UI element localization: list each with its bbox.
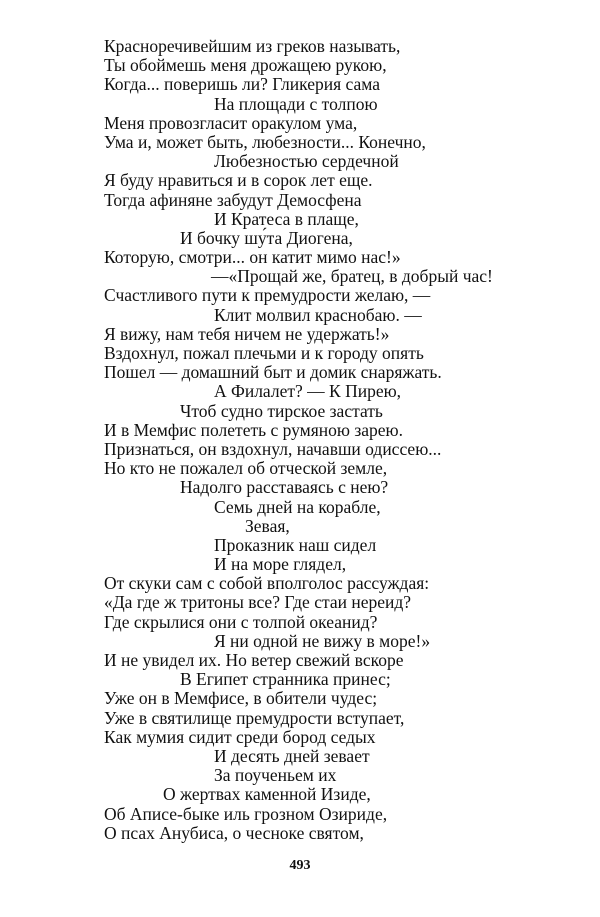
poem-line: Тогда афиняне забудут Демосфена	[104, 189, 362, 210]
poem-line: О жертвах каменной Изиде,	[163, 784, 371, 805]
poem-line: Надолго расставаясь с нею?	[180, 477, 389, 498]
poem-line: Я вижу, нам тебя ничем не удержать!»	[104, 323, 390, 344]
poem-line: Об Аписе-быке иль грозном Озириде,	[104, 803, 388, 824]
poem-text	[104, 37, 524, 843]
page-number: 493	[289, 858, 311, 873]
poem-line: Клит молвил краснобаю. —	[214, 304, 422, 325]
poem-line: И в Мемфис полететь с румяною зарею.	[104, 419, 403, 440]
poem-line: Меня провозгласит оракулом ума,	[104, 112, 358, 133]
poem-line: Но кто не пожалел об отческой земле,	[104, 458, 388, 479]
poem-line: Я ни одной не вижу в море!»	[214, 630, 431, 651]
poem-line: От скуки сам с собой вполголос рассуждая:	[104, 573, 430, 594]
poem-line: Как мумия сидит среди бород седых	[104, 726, 376, 747]
poem-line: Где скрылися они с толпой океанид?	[104, 611, 378, 632]
poem-line: Семь дней на корабле,	[214, 496, 381, 517]
poem-line: А Филалет? — К Пирею,	[214, 381, 402, 402]
poem-line: Ума и, может быть, любезности... Конечно,	[104, 131, 426, 152]
poem-line: О псах Анубиса, о чесноке святом,	[104, 822, 364, 843]
poem-line: Зевая,	[245, 515, 290, 536]
poem-line: Счастливого пути к премудрости желаю, —	[104, 285, 431, 306]
poem-line: Проказник наш сидел	[214, 534, 377, 555]
poem-line: «Да где ж тритоны все? Где стаи нереид?	[104, 592, 412, 613]
poem-line: Уже в святилище премудрости вступает,	[104, 707, 405, 728]
poem-line: Признаться, он вздохнул, начавши одиссею...	[104, 438, 442, 459]
poem-line: Любезностью сердечной	[214, 151, 399, 172]
poem-line: На площади с толпою	[214, 93, 378, 114]
poem-line: Вздохнул, пожал плечьми и к городу опять	[104, 343, 424, 363]
poem-line: Я буду нравиться и в сорок лет еще.	[104, 170, 373, 191]
poem-line: И Кратеса в плаще,	[214, 208, 359, 229]
poem-line: Когда... поверишь ли? Гликерия сама	[104, 74, 381, 95]
poem-line: —«Прощай же, братец, в добрый час!	[211, 266, 493, 287]
poem-line: Пошел — домашний быт и домик снаряжать.	[104, 362, 442, 383]
poem-line: В Египет странника принес;	[180, 669, 391, 690]
poem-line: Чтоб судно тирское застать	[180, 400, 383, 421]
poem-line: И на море глядел,	[214, 554, 347, 575]
poem-line: И не увидел их. Но ветер свежий вскоре	[104, 650, 404, 670]
poem-line: И десять дней зевает	[214, 745, 370, 766]
poem-line: Красноречивейшим из греков называть,	[104, 36, 401, 56]
poem-line: Ты обоймешь меня дрожащею рукою,	[104, 55, 387, 76]
poem-line: Которую, смотри... он катит мимо нас!»	[104, 247, 401, 268]
poem-line: За поученьем их	[214, 765, 337, 786]
poem-line: И бочку шу́та Диогена,	[180, 227, 353, 248]
poem-line: Уже он в Мемфисе, в обители чудес;	[104, 688, 378, 709]
